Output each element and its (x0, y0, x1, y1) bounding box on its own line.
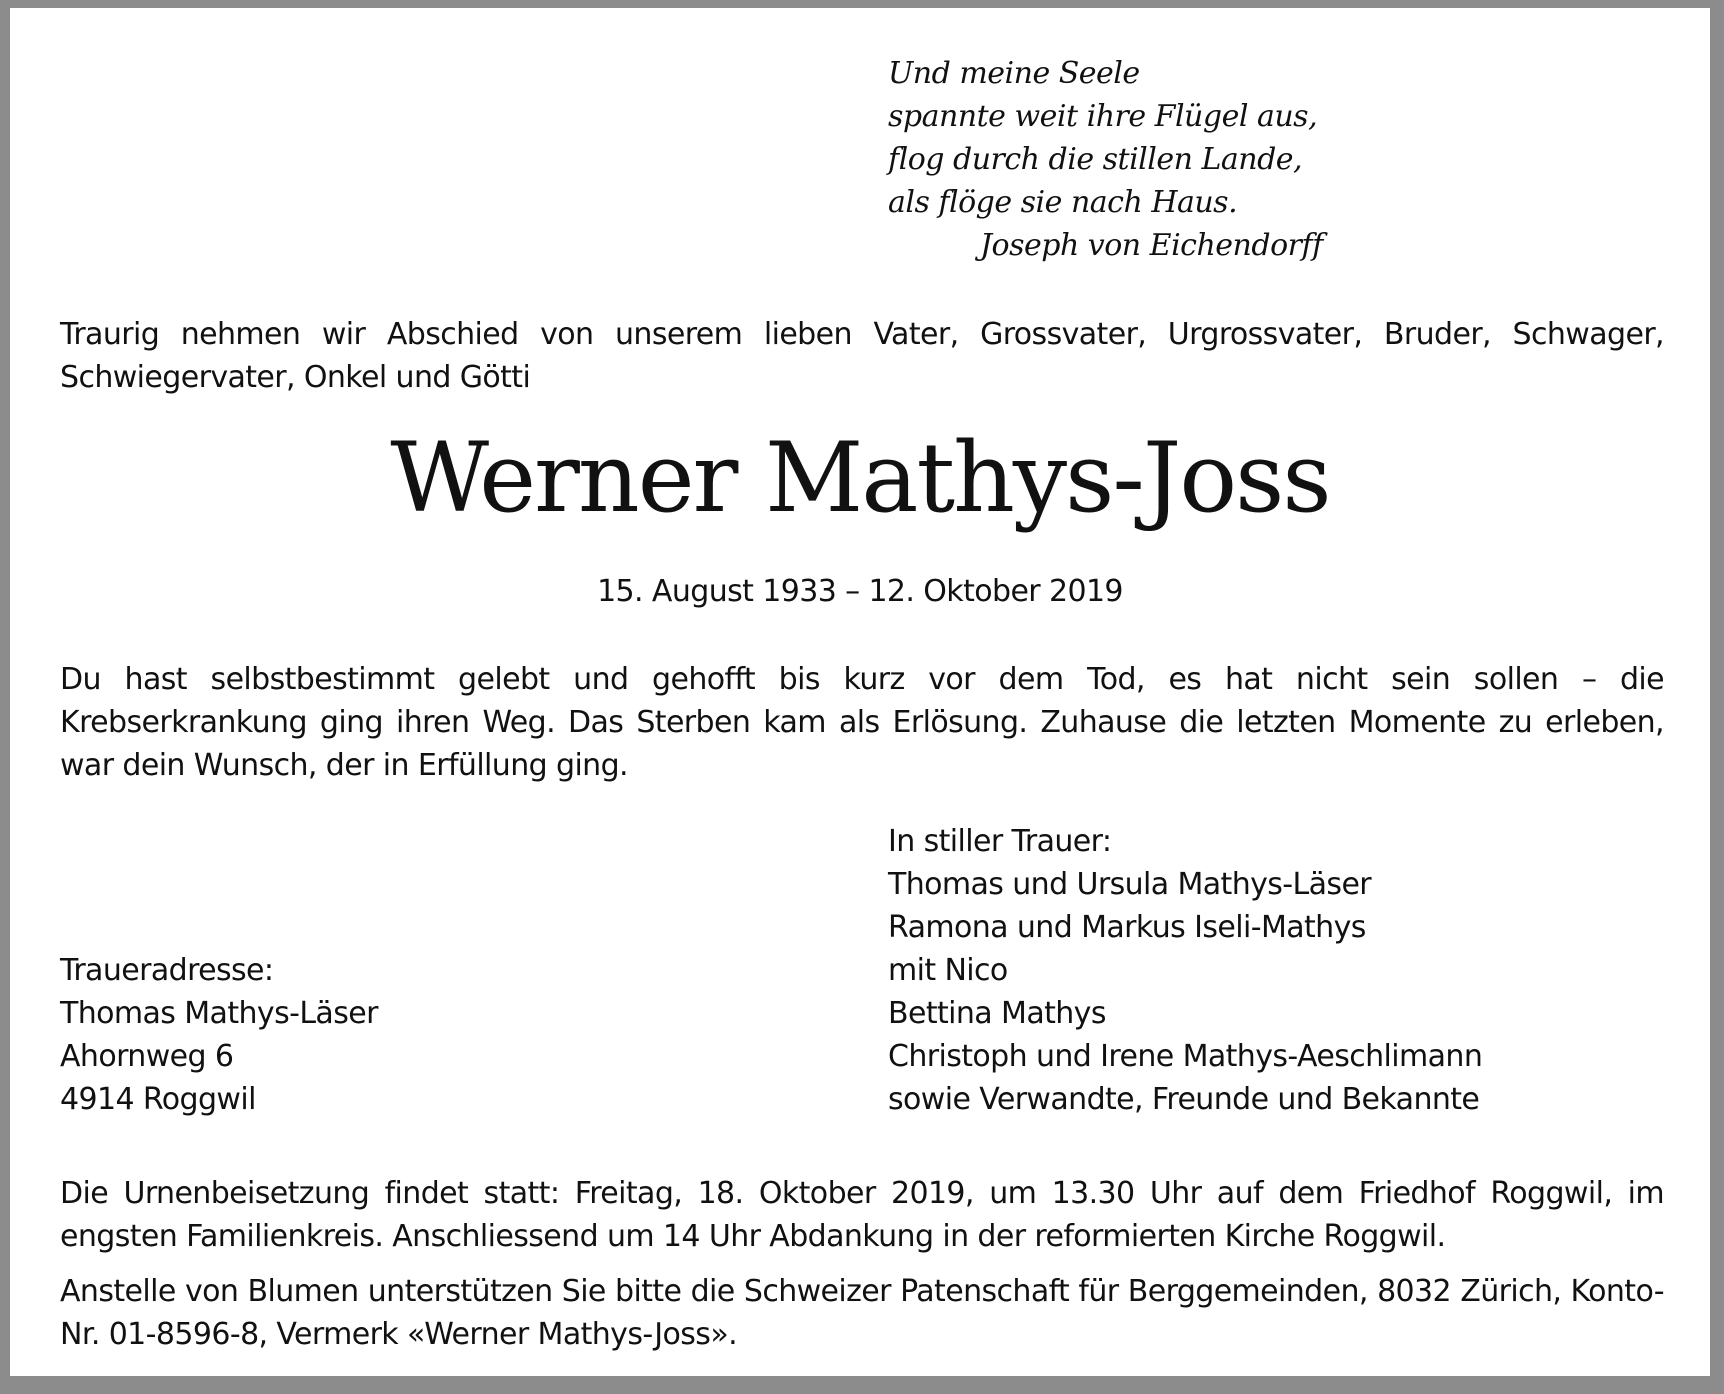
poem-quote (888, 52, 1323, 267)
donation-notice: Anstelle von Blumen unterstützen Sie bitte die Schweizer Patenschaft für Berggemeinden, 8032 Zürich, Konto-Nr. 01-8596-8, Vermerk «Werner Mathys-Joss». (60, 1274, 1664, 1352)
mourners-heading: In stiller Trauer: (888, 824, 1112, 859)
mourner-entry: Bettina Mathys (888, 996, 1106, 1031)
deceased-name: Werner Mathys-Joss (390, 422, 1330, 534)
address-line: Thomas Mathys-Läser (60, 996, 378, 1031)
mourners-list (888, 820, 1482, 1121)
address-heading: Traueradresse: (60, 953, 274, 988)
mourner-entry: Thomas und Ursula Mathys-Läser (888, 867, 1372, 902)
mourner-entry: mit Nico (888, 953, 1008, 988)
mourner-entry: Ramona und Markus Iseli-Mathys (888, 910, 1366, 945)
poem-line: als flöge sie nach Haus. (888, 185, 1238, 220)
mourner-entry: sowie Verwandte, Freunde und Bekannte (888, 1082, 1480, 1117)
mourner-entry: Christoph und Irene Mathys-Aeschlimann (888, 1039, 1483, 1074)
intro-text: Traurig nehmen wir Abschied von unserem lieben Vater, Grossvater, Urgrossvater, Bruder, Schwager, Schwiegervater, Onkel und Götti (60, 317, 1664, 395)
tribute-text: Du hast selbstbestimmt gelebt und gehofft bis kurz vor dem Tod, es hat nicht sein sollen – die Krebserkrankung ging ihren Weg. Das Sterben kam als Erlösung. Zuhause die letzten Momente zu erleben, war dein Wunsch, der in Erfüllung ging. (60, 662, 1664, 783)
poem-line: flog durch die stillen Lande, (888, 142, 1303, 177)
poem-line: Und meine Seele (888, 56, 1140, 91)
burial-notice: Die Urnenbeisetzung findet statt: Freitag, 18. Oktober 2019, um 13.30 Uhr auf dem Friedhof Roggwil, im engsten Familienkreis. Anschliessend um 14 Uhr Abdankung in der reformierten Kirche Roggwil. (60, 1176, 1664, 1254)
mourning-address (60, 949, 378, 1121)
life-dates: 15. August 1933 – 12. Oktober 2019 (597, 574, 1123, 609)
poem-author: Joseph von Eichendorff (980, 228, 1323, 263)
poem-line: spannte weit ihre Flügel aus, (888, 99, 1318, 134)
address-line: 4914 Roggwil (60, 1082, 256, 1117)
obituary-notice (10, 8, 1710, 1376)
address-line: Ahornweg 6 (60, 1039, 234, 1074)
